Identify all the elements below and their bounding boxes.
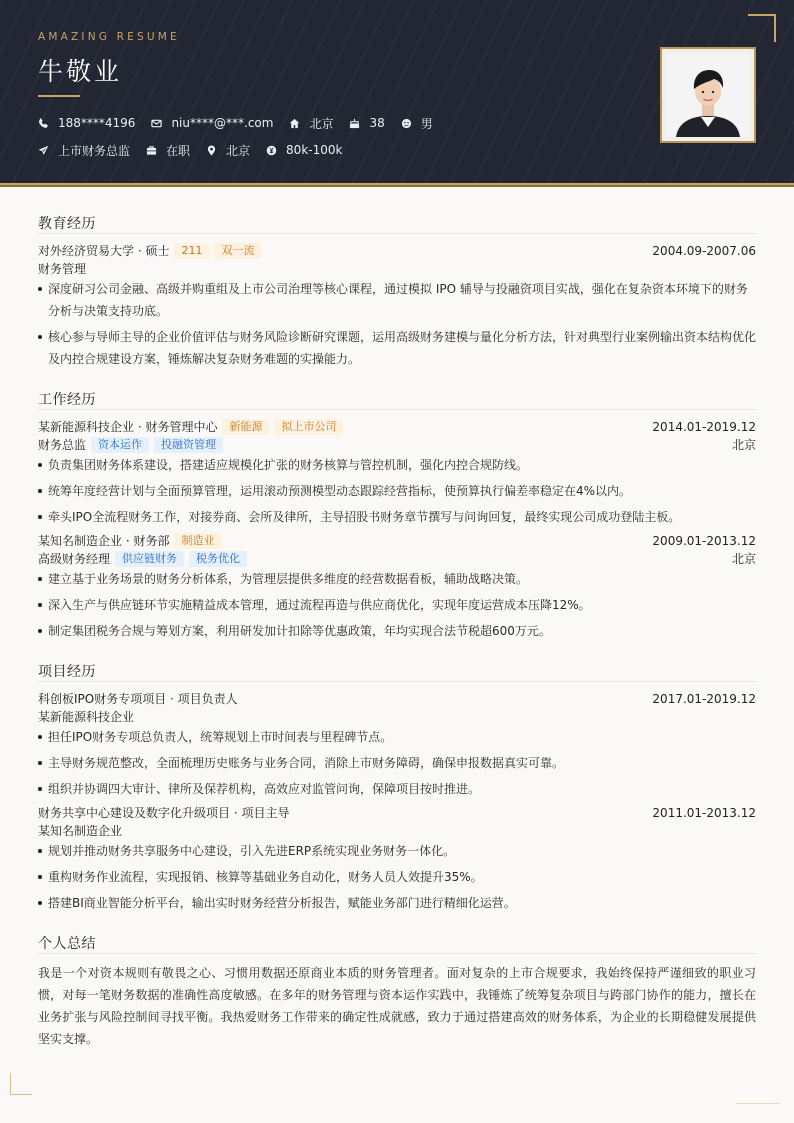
role-tag: 资本运作 — [91, 437, 149, 453]
section-title: 教育经历 — [38, 216, 96, 232]
salary-text: 80k-100k — [286, 143, 343, 157]
briefcase-icon — [146, 145, 157, 156]
project-bullets — [38, 840, 756, 914]
name-underline — [38, 95, 80, 97]
list-item: 深入生产与供应链环节实施精益成本管理，通过流程再造与供应商优化，实现年度运营成本压降12%。 — [38, 594, 756, 616]
list-item: 统筹年度经营计划与全面预算管理，运用滚动预测模型动态跟踪经营指标，使预算执行偏差率稳定在4%以内。 — [38, 480, 756, 502]
corner-ornament-bottom-left — [10, 1073, 32, 1095]
gender-item — [401, 115, 433, 132]
project-header — [38, 690, 756, 707]
project-dates: 2011.01-2013.12 — [652, 805, 756, 820]
job-role-row — [38, 550, 756, 567]
role-tag: 投融资管理 — [154, 437, 223, 453]
job-dates: 2009.01-2013.12 — [652, 533, 756, 548]
role-tag: 供应链财务 — [115, 551, 184, 567]
mail-icon — [151, 118, 162, 129]
salary-icon — [266, 145, 277, 156]
list-item: 核心参与导师主导的企业价值评估与财务风险诊断研究课题，运用高级财务建模与量化分析方法，针对典型行业案例输出资本结构优化及内控合规建设方案，锤炼解决复杂财务难题的实操能力。 — [38, 326, 756, 370]
target-role-item — [38, 142, 130, 159]
section-divider — [38, 953, 756, 954]
location-icon — [206, 145, 217, 156]
list-item: 主导财务规范整改，全面梳理历史账务与业务合同，消除上市财务障碍，确保申报数据真实可靠。 — [38, 752, 756, 774]
project-header — [38, 804, 756, 821]
company-tag: 拟上市公司 — [274, 419, 343, 435]
major-row — [38, 260, 756, 277]
company-name: 某新能源科技企业 · 财务管理中心 — [38, 420, 218, 434]
header-banner — [0, 0, 794, 183]
school-tag: 双一流 — [214, 243, 261, 259]
major-name: 财务管理 — [38, 262, 87, 276]
gender-icon — [401, 118, 412, 129]
contact-row — [38, 115, 449, 131]
cake-icon — [349, 118, 360, 129]
section-title: 工作经历 — [38, 392, 96, 408]
age-item — [349, 116, 384, 130]
project-org: 某知名制造企业 — [38, 824, 123, 838]
company-tag: 新能源 — [222, 419, 269, 435]
section-title: 项目经历 — [38, 664, 96, 680]
job-role: 高级财务经理 — [38, 552, 111, 566]
list-item: 深度研习公司金融、高级并购重组及上市公司治理等核心课程，通过模拟 IPO 辅导与投融资项目实战，强化在复杂资本环境下的财务分析与决策支持功底。 — [38, 278, 756, 322]
avatar-photo — [666, 53, 750, 137]
hometown-text: 北京 — [309, 116, 334, 131]
list-item: 建立基于业务场景的财务分析体系，为管理层提供多维度的经营数据看板，辅助战略决策。 — [38, 568, 756, 590]
gender-text: 男 — [420, 116, 433, 131]
profile-photo-frame — [660, 47, 756, 143]
company-tag: 制造业 — [174, 533, 221, 549]
email-item — [151, 116, 273, 130]
phone-text: 188****4196 — [58, 116, 136, 130]
target-city-text: 北京 — [226, 143, 251, 158]
job-status-text: 在职 — [166, 143, 191, 158]
project-bullets — [38, 726, 756, 800]
project-org: 某新能源科技企业 — [38, 710, 135, 724]
list-item: 规划并推动财务共享服务中心建设，引入先进ERP系统实现业务财务一体化。 — [38, 840, 756, 862]
project-name: 科创板IPO财务专项项目 · 项目负责人 — [38, 692, 238, 706]
section-title: 个人总结 — [38, 936, 96, 952]
corner-ornament-bottom-right — [736, 1103, 780, 1104]
school-name: 对外经济贸易大学 · 硕士 — [38, 244, 170, 258]
project-dates: 2017.01-2019.12 — [652, 691, 756, 706]
job-role: 财务总监 — [38, 438, 87, 452]
list-item: 重构财务作业流程，实现报销、核算等基础业务自动化，财务人员人效提升35%。 — [38, 866, 756, 888]
list-item: 搭建BI商业智能分析平台，输出实时财务经营分析报告，赋能业务部门进行精细化运营。 — [38, 892, 756, 914]
job-bullets — [38, 454, 756, 528]
header-divider — [0, 183, 794, 187]
job-city: 北京 — [731, 438, 756, 452]
job-city: 北京 — [731, 552, 756, 566]
summary-text: 我是一个对资本规则有敬畏之心、习惯用数据还原商业本质的财务管理者。面对复杂的上市合规要求，我始终保持严谨细致的职业习惯，对每一笔财务数据的准确性高度敏感。在多年的财务管理与资本运作实践中，我锤炼了统筹复杂项目与跨部门协作的能力，擅长在业务扩张与风险控制间寻找平衡。我热爱财务工作带来的确定性成就感，致力于通过搭建高效的财务体系，为企业的长期稳健发展提供坚实支撑。 — [38, 966, 756, 1046]
candidate-name: 牛敬业 — [38, 57, 123, 86]
job-bullets — [38, 568, 756, 642]
phone-item — [38, 116, 135, 130]
list-item: 负责集团财务体系建设，搭建适应规模化扩张的财务核算与管控机制，强化内控合规防线。 — [38, 454, 756, 476]
job-status-item — [146, 142, 190, 159]
header-kicker: AMAZING RESUME — [38, 31, 180, 43]
target-city-item — [206, 142, 250, 159]
education-bullets — [38, 278, 756, 370]
job-dates: 2014.01-2019.12 — [652, 419, 756, 434]
corner-ornament-top-right — [748, 14, 776, 42]
salary-item — [266, 143, 342, 157]
project-name: 财务共享中心建设及数字化升级项目 · 项目主导 — [38, 806, 290, 820]
job-intent-row — [38, 142, 358, 158]
section-divider — [38, 681, 756, 682]
role-tag: 税务优化 — [189, 551, 247, 567]
job-role-row — [38, 436, 756, 453]
home-icon — [289, 118, 300, 129]
phone-icon — [38, 118, 49, 129]
section-divider — [38, 409, 756, 410]
list-item: 组织并协调四大审计、律所及保荐机构，高效应对监管问询，保障项目按时推进。 — [38, 778, 756, 800]
company-name: 某知名制造企业 · 财务部 — [38, 534, 170, 548]
email-text: niu****@***.com — [171, 116, 274, 130]
project-org-row — [38, 708, 756, 725]
section-divider — [38, 233, 756, 234]
hometown-item — [289, 115, 333, 132]
school-tag: 211 — [174, 243, 209, 259]
send-icon — [38, 145, 49, 156]
list-item: 担任IPO财务专项总负责人，统筹规划上市时间表与里程碑节点。 — [38, 726, 756, 748]
list-item: 制定集团税务合规与筹划方案，利用研发加计扣除等优惠政策，年均实现合法节税超600万元。 — [38, 620, 756, 642]
age-text: 38 — [369, 116, 385, 130]
target-role-text: 上市财务总监 — [58, 143, 131, 158]
education-entry-header — [38, 242, 756, 259]
education-dates: 2004.09-2007.06 — [652, 243, 756, 258]
project-org-row — [38, 822, 756, 839]
job-header — [38, 532, 756, 549]
job-header — [38, 418, 756, 435]
list-item: 牵头IPO全流程财务工作，对接券商、会所及律所，主导招股书财务章节撰写与问询回复，最终实现公司成功登陆主板。 — [38, 506, 756, 528]
